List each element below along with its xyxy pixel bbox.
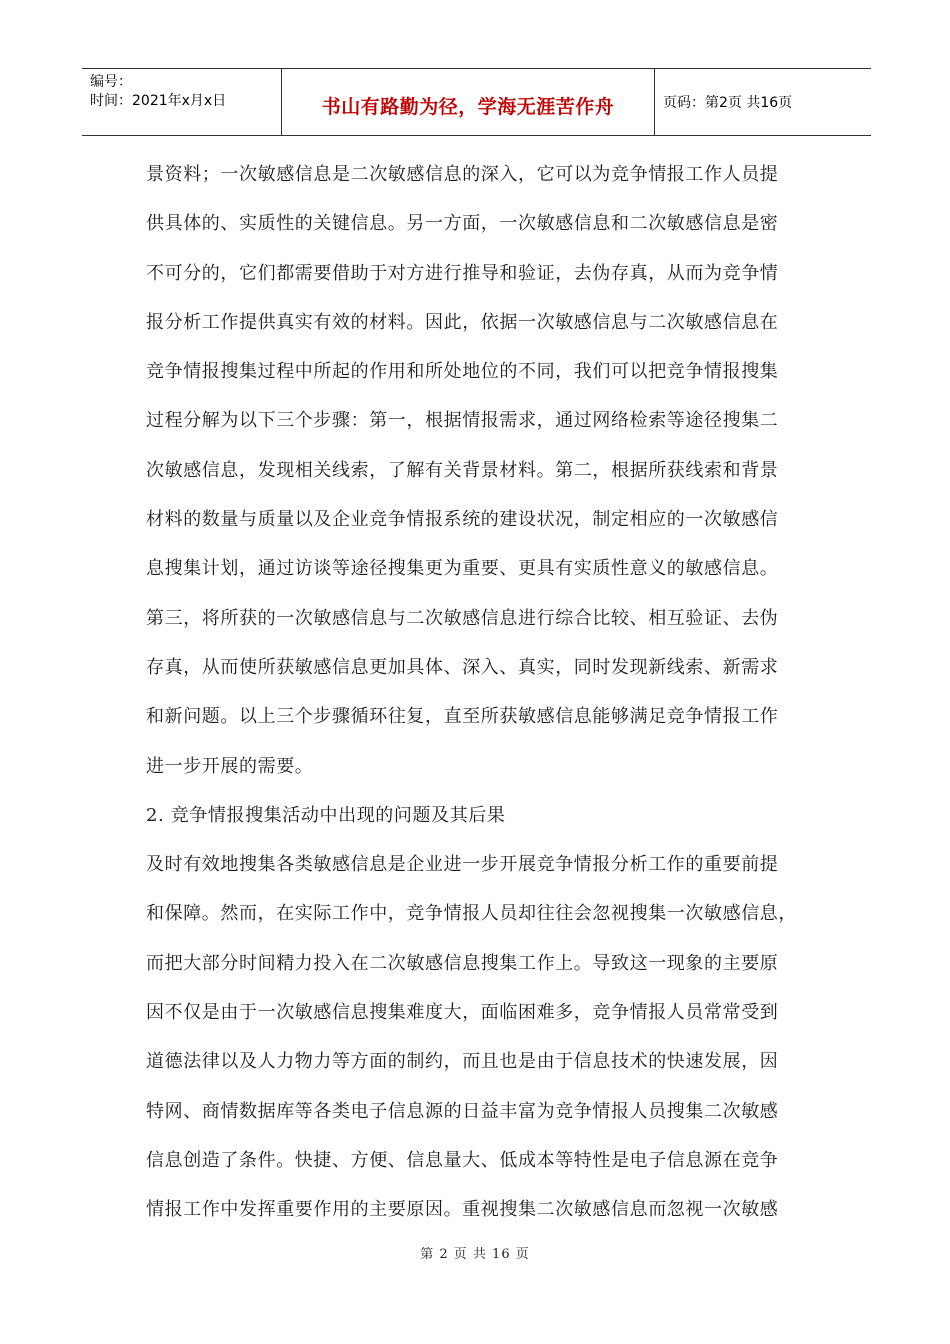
text-line: 进一步开展的需要。 bbox=[146, 755, 314, 777]
text-line: 和保障。然而，在实际工作中，竞争情报人员却往往会忽视搜集一次敏感信息， bbox=[146, 903, 797, 925]
text-line: 过程分解为以下三个步骤：第一，根据情报需求，通过网络检索等途径搜集二 bbox=[146, 410, 779, 432]
text-line: 而把大部分时间精力投入在二次敏感信息搜集工作上。导致这一现象的主要原 bbox=[146, 952, 779, 974]
page-footer: 第 2 页 共 16 页 bbox=[420, 1247, 530, 1262]
text-line: 次敏感信息，发现相关线索，了解有关背景材料。第二，根据所获线索和背景 bbox=[146, 459, 779, 481]
header-motto-cell bbox=[282, 69, 655, 135]
text-line: 存真，从而使所获敏感信息更加具体、深入、真实，同时发现新线索、新需求 bbox=[146, 656, 779, 678]
text-line: 特网、商情数据库等各类电子信息源的日益丰富为竞争情报人员搜集二次敏感 bbox=[146, 1100, 779, 1122]
text-line: 不可分的，它们都需要借助于对方进行推导和验证，去伪存真，从而为竞争情 bbox=[146, 262, 779, 284]
number-label: 编号： bbox=[90, 74, 132, 90]
text-line: 材料的数量与质量以及企业竞争情报系统的建设状况，制定相应的一次敏感信 bbox=[146, 509, 779, 531]
body-text bbox=[146, 150, 826, 1235]
motto-text: 书山有路勤为径，学海无涯苦作舟 bbox=[321, 95, 615, 118]
time-label: 时间：2021年x月x日 bbox=[90, 93, 227, 109]
text-line: 情报工作中发挥重要作用的主要原因。重视搜集二次敏感信息而忽视一次敏感 bbox=[146, 1199, 779, 1221]
document-header bbox=[82, 68, 871, 136]
text-line: 息搜集计划，通过访谈等途径搜集更为重要、更具有实质性意义的敏感信息。 bbox=[146, 558, 779, 580]
text-line: 景资料；一次敏感信息是二次敏感信息的深入，它可以为竞争情报工作人员提 bbox=[146, 164, 779, 185]
text-line: 及时有效地搜集各类敏感信息是企业进一步开展竞争情报分析工作的重要前提 bbox=[146, 854, 779, 876]
text-line: 第三，将所获的一次敏感信息与二次敏感信息进行综合比较、相互验证、去伪 bbox=[146, 607, 779, 629]
header-meta-cell bbox=[82, 69, 282, 135]
header-page-cell bbox=[655, 69, 871, 135]
page-number-label: 页码：第2页 共16页 bbox=[663, 95, 793, 111]
text-line: 供具体的、实质性的关键信息。另一方面，一次敏感信息和二次敏感信息是密 bbox=[146, 213, 779, 235]
text-line: 报分析工作提供真实有效的材料。因此，依据一次敏感信息与二次敏感信息在 bbox=[146, 311, 779, 333]
text-line: 因不仅是由于一次敏感信息搜集难度大，面临困难多，竞争情报人员常常受到 bbox=[146, 1002, 779, 1024]
section-heading: 2. 竞争情报搜集活动中出现的问题及其后果 bbox=[146, 804, 506, 826]
text-line: 道德法律以及人力物力等方面的制约，而且也是由于信息技术的快速发展，因 bbox=[146, 1051, 779, 1073]
text-line: 和新问题。以上三个步骤循环往复，直至所获敏感信息能够满足竞争情报工作 bbox=[146, 706, 779, 728]
text-line: 竞争情报搜集过程中所起的作用和所处地位的不同，我们可以把竞争情报搜集 bbox=[146, 361, 779, 383]
text-line: 信息创造了条件。快捷、方便、信息量大、低成本等特性是电子信息源在竞争 bbox=[146, 1149, 779, 1171]
